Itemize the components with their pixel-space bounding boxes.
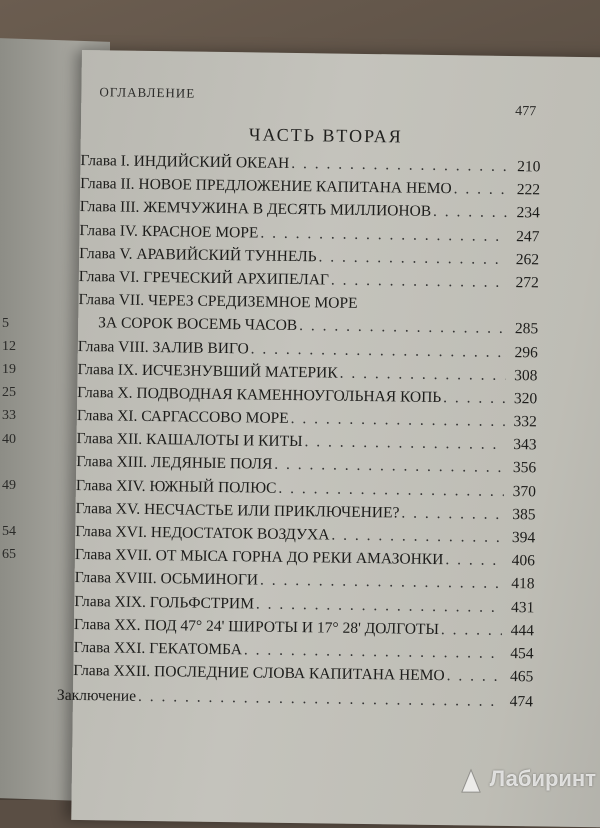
chapter-page: 272 (515, 274, 539, 292)
dot-leader (260, 572, 503, 593)
chapter-page: 285 (514, 320, 539, 338)
chapter-title: Глава II. НОВОЕ ПРЕДЛОЖЕНИЕ КАПИТАНА НЕМО (80, 175, 452, 198)
left-page-number: 19 (2, 362, 16, 377)
conclusion-page: 474 (509, 693, 534, 711)
chapter-title: Глава XIV. ЮЖНЫЙ ПОЛЮС (75, 476, 277, 497)
chapter-title: Глава XVIII. ОСЬМИНОГИ (74, 569, 259, 589)
chapter-title: Глава I. ИНДИЙСКИЙ ОКЕАН (80, 151, 290, 172)
left-page-number: 33 (2, 408, 16, 423)
dot-leader (318, 248, 507, 269)
dot-leader (291, 155, 508, 176)
chapter-page: 385 (512, 505, 536, 524)
chapter-title-continued: ЗА СОРОК ВОСЕМЬ ЧАСОВ (98, 314, 298, 335)
left-page-number: 12 (2, 339, 16, 354)
dot-leader (260, 224, 507, 245)
chapter-title: Глава III. ЖЕМЧУЖИНА В ДЕСЯТЬ МИЛЛИОНОВ (79, 198, 432, 221)
dot-leader (433, 203, 508, 222)
dot-leader (274, 456, 504, 477)
left-page-number: 54 (2, 524, 16, 539)
chapter-title: Глава XI. САРГАССОВО МОРЕ (76, 407, 289, 427)
left-page-number: 65 (2, 547, 16, 562)
chapter-page: 308 (514, 366, 538, 385)
chapter-page: 394 (511, 529, 536, 547)
dot-leader (278, 479, 504, 500)
chapter-title: Глава XXI. ГЕКАТОМБА (73, 638, 243, 659)
chapter-title: Глава XX. ПОД 47° 24' ШИРОТЫ И 17° 28' ДОЛГОТЫ (73, 615, 440, 638)
table-of-contents (73, 152, 540, 692)
dot-leader (445, 551, 503, 570)
chapter-page: 356 (512, 459, 537, 477)
dot-leader (291, 410, 505, 431)
chapter-title: Глава XIII. ЛЕДЯНЫЕ ПОЛЯ (76, 453, 273, 474)
chapter-page: 210 (517, 158, 541, 176)
chapter-page: 332 (513, 413, 537, 431)
chapter-page: 418 (511, 575, 535, 593)
chapter-title: Глава VI. ГРЕЧЕСКИЙ АРХИПЕЛАГ (78, 267, 330, 289)
running-header: ОГЛАВЛЕНИЕ (99, 84, 196, 101)
dot-leader (244, 641, 502, 663)
dot-leader (447, 667, 502, 686)
chapter-title: Глава XII. КАШАЛОТЫ И КИТЫ (76, 430, 303, 451)
chapter-page: 444 (510, 621, 535, 640)
chapter-title: Глава IV. КРАСНОЕ МОРЕ (79, 221, 259, 242)
left-page-number: 5 (2, 316, 9, 331)
chapter-page: 454 (510, 644, 534, 663)
dot-leader (331, 527, 503, 547)
dot-leader (441, 621, 502, 640)
chapter-page: 406 (511, 552, 536, 570)
dot-leader (340, 364, 506, 384)
toc-row (78, 291, 539, 344)
chapter-title: Глава V. АРАВИЙСКИЙ ТУННЕЛЬ (79, 244, 317, 266)
dot-leader (443, 389, 505, 408)
left-page-number: 49 (2, 478, 16, 493)
chapter-title: Глава IX. ИСЧЕЗНУВШИЙ МАТЕРИК (77, 360, 338, 382)
chapter-title: Глава VIII. ЗАЛИВ ВИГО (77, 337, 249, 357)
chapter-title: Глава X. ПОДВОДНАЯ КАМЕННОУГОЛЬНАЯ КОПЬ (77, 383, 442, 406)
chapter-title: Глава XIX. ГОЛЬФСТРИМ (74, 592, 255, 613)
book-page (56, 50, 600, 828)
dot-leader (138, 688, 501, 711)
chapter-title: Глава VII. ЧЕРЕЗ СРЕДИЗЕМНОЕ МОРЕ (78, 291, 358, 312)
dot-leader (256, 595, 503, 616)
chapter-title: Глава XVI. НЕДОСТАТОК ВОЗДУХА (75, 522, 330, 544)
chapter-page: 296 (514, 343, 538, 361)
dot-leader (401, 504, 503, 523)
part-title: ЧАСТЬ ВТОРАЯ (248, 124, 403, 147)
dot-leader (251, 340, 506, 362)
chapter-page: 343 (513, 436, 537, 454)
chapter-title: Глава XV. НЕСЧАСТЬЕ ИЛИ ПРИКЛЮЧЕНИЕ? (75, 499, 400, 522)
left-page-number: 25 (2, 385, 16, 400)
chapter-page: 465 (509, 668, 534, 686)
conclusion-title: Заключение (56, 686, 137, 705)
watermark: Лабиринт (489, 766, 596, 791)
chapter-page: 370 (512, 482, 536, 501)
chapter-page: 431 (510, 598, 535, 616)
dot-leader (454, 180, 509, 199)
chapter-page: 247 (516, 227, 540, 245)
chapter-page: 262 (515, 250, 540, 269)
chapter-title: Глава XVII. ОТ МЫСА ГОРНА ДО РЕКИ АМАЗОНКИ (74, 546, 444, 569)
page-number: 477 (515, 104, 537, 120)
chapter-page: 320 (513, 389, 538, 408)
chapter-title: Глава XXII. ПОСЛЕДНИЕ СЛОВА КАПИТАНА НЕМО (73, 662, 445, 685)
dot-leader (299, 317, 506, 338)
chapter-page: 222 (516, 181, 541, 199)
chapter-page: 234 (516, 204, 540, 222)
conclusion-row (57, 687, 533, 717)
dot-leader (331, 271, 507, 291)
left-page-number: 40 (2, 432, 16, 447)
labyrinth-logo-icon (460, 768, 482, 794)
dot-leader (304, 433, 504, 454)
